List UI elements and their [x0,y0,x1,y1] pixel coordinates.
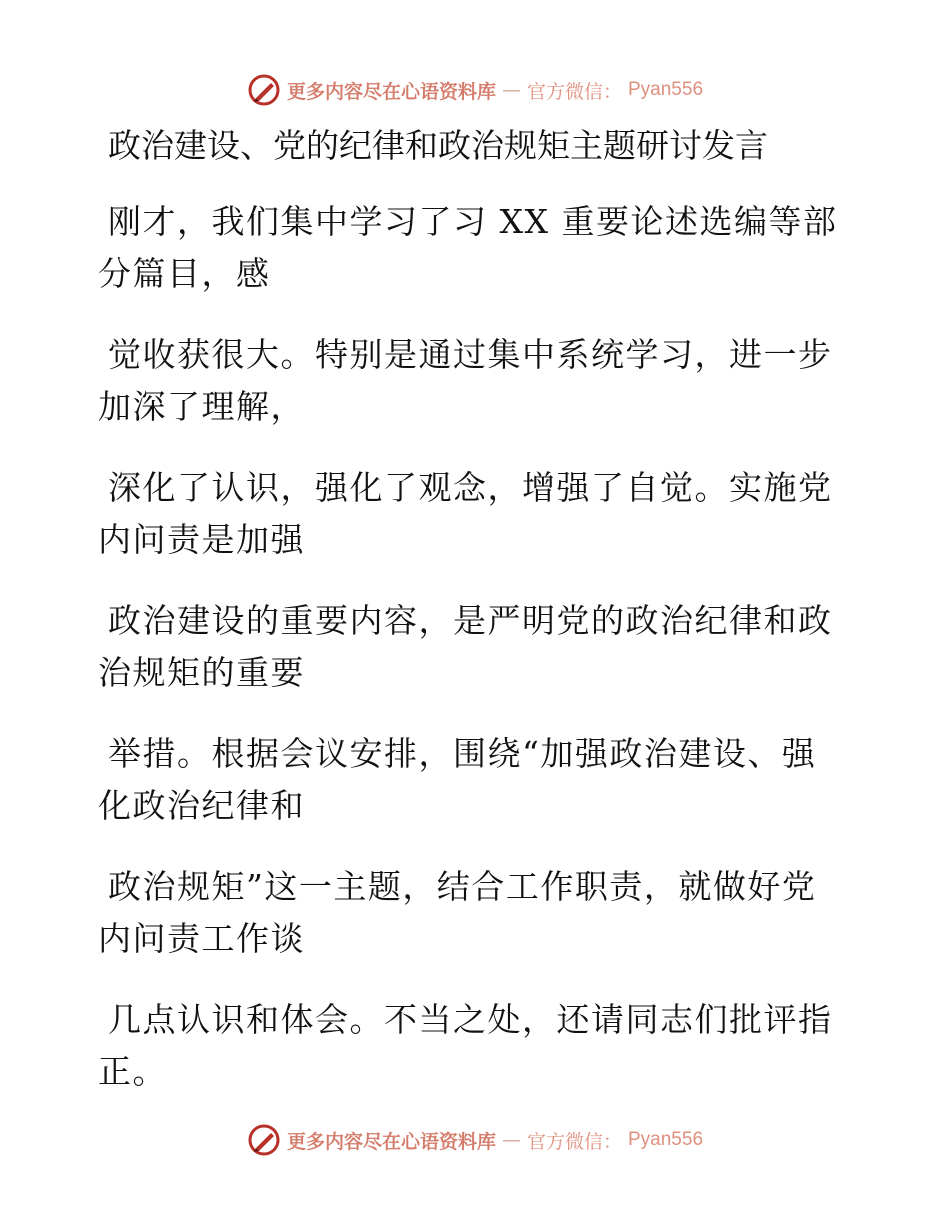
paragraph-line: 治规矩的重要 [98,653,305,692]
watermark-official-label: 官方微信： [526,80,622,103]
footer-watermark [0,1120,950,1160]
watermark-separator: — [501,1129,521,1151]
paragraph-line: 觉收获很大。特别是通过集中系统学习，进一步 [108,335,833,374]
paragraph-line: 举措。根据会议安排，围绕“加强政治建设、强 [108,734,817,773]
paragraph-line: 加深了理解， [98,387,305,426]
paragraph-line: 化政治纪律和 [98,786,305,825]
pen-logo-icon [247,1123,281,1157]
document-title: 政治建设、党的纪律和政治规矩主题研讨发言 [108,126,768,165]
pen-logo-icon [247,73,281,107]
watermark-wechat-id: Pyan556 [628,79,704,100]
paragraph-line: 深化了认识，强化了观念，增强了自觉。实施党 [108,468,833,507]
watermark-official-label: 官方微信： [526,1130,622,1153]
watermark-brand: 更多内容尽在心语资料库 [286,80,496,103]
paragraph-7 [98,994,833,1098]
paragraph-line: 内问责工作谈 [98,919,305,958]
paragraph-line: 政治建设的重要内容，是严明党的政治纪律和政 [108,601,833,640]
paragraph-5 [98,728,828,832]
watermark-brand: 更多内容尽在心语资料库 [286,1130,496,1153]
watermark-separator: — [501,79,521,101]
header-watermark [0,70,950,110]
paragraph-line: 正。 [98,1052,167,1091]
paragraph-4 [98,595,833,699]
paragraph-2 [98,329,833,433]
paragraph-line: 政治规矩”这一主题，结合工作职责，就做好党 [108,867,817,906]
paragraph-6 [98,861,828,965]
watermark-wechat-id: Pyan556 [628,1129,704,1150]
paragraph-line: 分篇目，感 [98,254,271,293]
paragraph-line: 几点认识和体会。不当之处，还请同志们批评指 [108,1000,833,1039]
paragraph-1 [98,196,838,300]
paragraph-3 [98,462,833,566]
paragraph-line: 刚才，我们集中学习了习 XX 重要论述选编等部 [108,202,838,241]
paragraph-line: 内问责是加强 [98,520,305,559]
